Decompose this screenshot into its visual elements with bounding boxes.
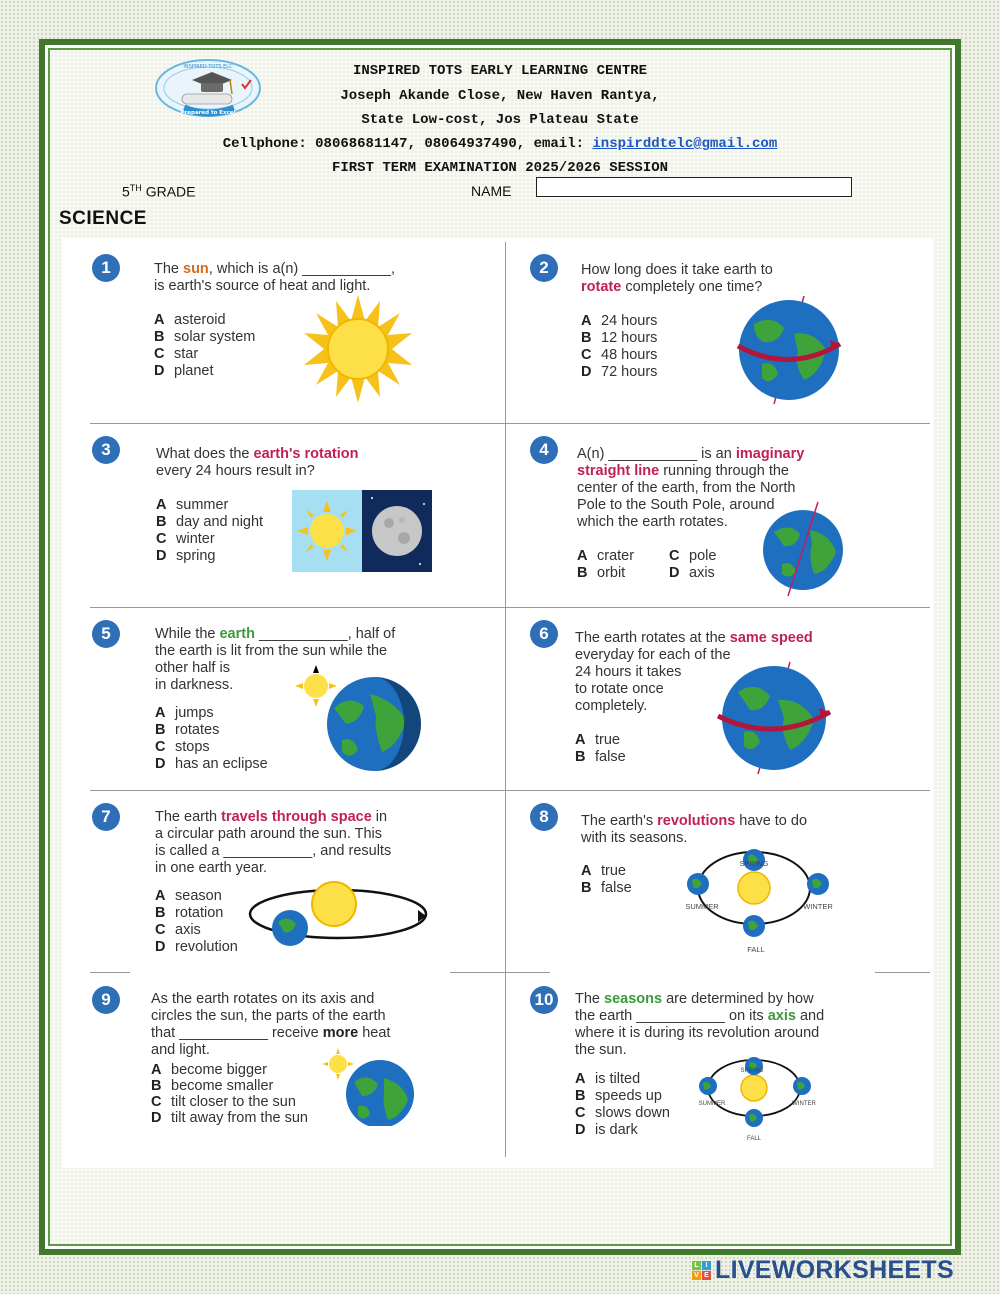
option[interactable]: A crater [577,548,635,564]
question-number: 7 [92,803,120,831]
option[interactable]: C 48 hours [581,347,658,363]
rotating-earth-illustration [734,294,842,406]
option[interactable]: C stops [155,739,210,755]
question-7-text: The earth travels through space in a circular path around the sun. This is called a ___________, and results in one earth year. [155,809,392,876]
question-1-options [154,312,255,380]
option[interactable]: B false [581,880,632,896]
option[interactable]: C pole [669,548,717,564]
option[interactable]: C tilt closer to the sun [151,1094,296,1110]
svg-text:SPRING: SPRING [740,1068,764,1074]
row-divider [90,607,930,608]
svg-text:INSPIRED TOTS ELC: INSPIRED TOTS ELC [183,64,233,70]
row-divider [90,790,930,791]
svg-text:Prepared to Excel: Prepared to Excel [180,110,236,116]
svg-text:FALL: FALL [747,945,765,954]
svg-text:WINTER: WINTER [803,902,833,911]
option[interactable]: D axis [669,565,715,581]
question-5-options [155,705,268,773]
option[interactable]: A true [581,863,626,879]
day-night-illustration [292,490,432,572]
sun-illustration [296,294,420,404]
option[interactable]: C star [154,346,199,362]
question-6-options [575,732,626,766]
option[interactable]: D spring [156,548,216,564]
email-link[interactable]: inspirddtelc@gmail.com [592,136,778,152]
rotating-earth-illustration [714,660,832,776]
option[interactable]: C slows down [575,1105,670,1121]
option[interactable]: B 12 hours [581,330,658,346]
option[interactable]: D tilt away from the sun [151,1110,308,1126]
option[interactable]: D 72 hours [581,364,658,380]
option[interactable]: B speeds up [575,1088,662,1104]
question-number: 2 [530,254,558,282]
subject-title: SCIENCE [59,208,147,229]
question-2-options [581,313,657,381]
grade-label: 5TH GRADE [122,183,196,200]
orbit-illustration [244,876,430,948]
question-number: 8 [530,803,558,831]
option[interactable]: A summer [156,497,229,513]
earth-axis-illustration [760,500,846,598]
option[interactable]: A true [575,732,620,748]
contact-line [0,136,1000,152]
option[interactable]: A asteroid [154,312,226,328]
question-number: 6 [530,620,558,648]
option[interactable]: A season [155,888,222,904]
row-divider [90,423,930,424]
question-9-text: As the earth rotates on its axis and circles the sun, the parts of the earth that ___________ receive more heat and light. [151,991,391,1058]
question-number: 4 [530,436,558,464]
option[interactable]: B day and night [156,514,264,530]
svg-text:SPRING: SPRING [739,859,769,868]
option[interactable]: B rotation [155,905,224,921]
question-10-options [575,1071,670,1139]
option[interactable]: B solar system [154,329,256,345]
option[interactable]: A become bigger [151,1062,267,1078]
option[interactable]: A is tilted [575,1071,641,1087]
option[interactable]: D is dark [575,1122,638,1138]
question-number: 9 [92,986,120,1014]
question-number: 1 [92,254,120,282]
question-9-options [151,1062,308,1126]
column-divider [505,242,506,1157]
option[interactable]: D has an eclipse [155,756,268,772]
question-3-options [156,497,263,565]
question-3-text: What does the earth's rotation every 24 hours result in? [156,446,359,479]
row-divider [875,972,930,973]
option[interactable]: A jumps [155,705,214,721]
question-5-text: While the earth ___________, half of the earth is lit from the sun while the other half is in darkness. [155,626,396,693]
liveworksheets-logo-icon: L I V E [692,1261,711,1280]
question-2-text: How long does it take earth to rotate completely one time? [581,262,773,295]
exam-title: FIRST TERM EXAMINATION 2025/2026 SESSION [331,160,669,176]
watermark-text: LIVEWORKSHEETS [715,1255,954,1284]
row-divider [90,972,130,973]
svg-text:SUMMER: SUMMER [698,1101,726,1107]
row-divider [450,972,550,973]
name-label: NAME [471,183,512,199]
question-6-text: The earth rotates at the same speed everyday for each of the 24 hours it takes to rotate once completely. [575,630,813,714]
sun-earth-illustration [322,1048,418,1126]
question-4-options [577,548,716,582]
svg-text:WINTER: WINTER [792,1101,816,1107]
question-7-options [155,888,238,956]
svg-text:SUMMER: SUMMER [685,902,719,911]
lit-earth-illustration [290,664,426,772]
option[interactable]: B rotates [155,722,220,738]
question-4-text: A(n) ___________ is an imaginary straight line running through the center of the earth, from the North Pole to the South Pole, around which the earth rotates. [577,446,805,530]
option[interactable]: A 24 hours [581,313,658,329]
question-10-text: The seasons are determined by how the earth ___________ on its axis and where it is during its revolution around the sun. [575,991,825,1058]
school-name: INSPIRED TOTS EARLY LEARNING CENTRE [352,63,648,79]
option[interactable]: C axis [155,922,201,938]
question-number: 5 [92,620,120,648]
address-line-1: Joseph Akande Close, New Haven Rantya, [340,88,660,104]
question-number: 3 [92,436,120,464]
option[interactable]: C winter [156,531,215,547]
question-number: 10 [530,986,558,1014]
seasons-orbit-illustration [688,1056,826,1146]
address-line-2: State Low-cost, Jos Plateau State [361,112,639,128]
option[interactable]: B orbit [577,565,626,581]
option[interactable]: D planet [154,363,214,379]
seasons-orbit-illustration [672,846,842,958]
question-8-options [581,863,632,897]
name-input[interactable] [536,177,852,197]
contact-text: Cellphone: 08068681147, 08064937490, email: [222,136,593,152]
question-8-text: The earth's revolutions have to do with its seasons. [581,813,808,846]
question-1-text: The sun, which is a(n) ___________, is earth's source of heat and light. [154,261,396,294]
liveworksheets-watermark[interactable] [692,1255,954,1285]
option[interactable]: B become smaller [151,1078,274,1094]
option[interactable]: D revolution [155,939,238,955]
option[interactable]: B false [575,749,626,765]
svg-text:FALL: FALL [746,1136,762,1142]
